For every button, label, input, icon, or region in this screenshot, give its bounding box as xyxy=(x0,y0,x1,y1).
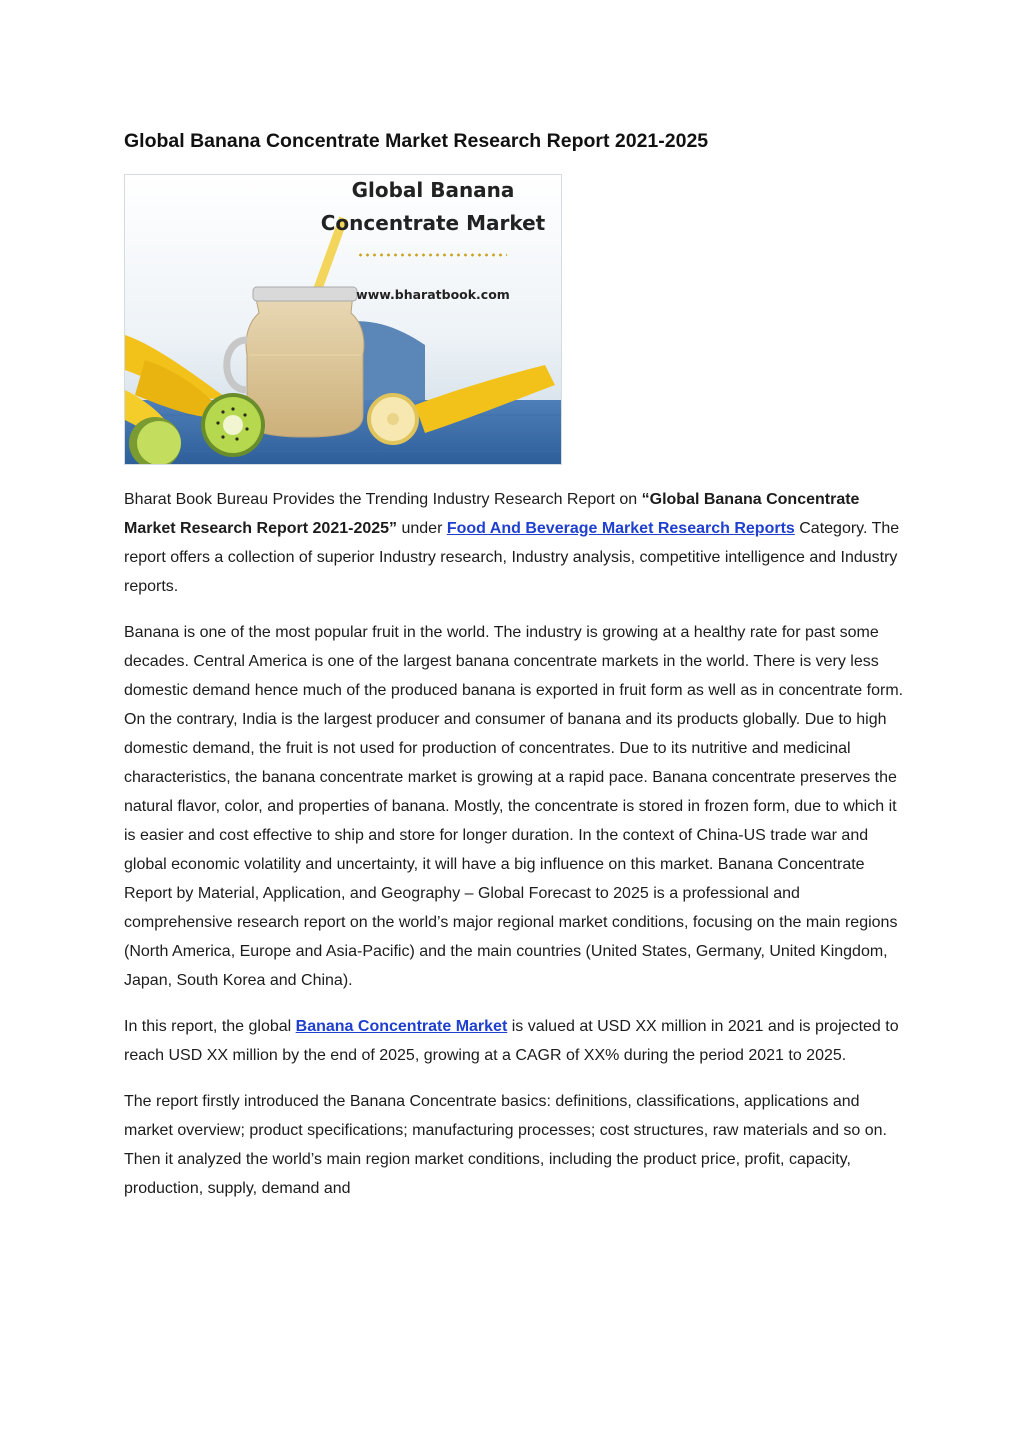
valuation-text-before: In this report, the global xyxy=(124,1018,296,1035)
intro-text: Bharat Book Bureau Provides the Trending Industry Research Report on xyxy=(124,491,642,508)
hero-image xyxy=(124,174,562,465)
intro-paragraph xyxy=(124,485,904,601)
hero-title-line2: Concentrate Market xyxy=(320,211,546,235)
hero-url: www.bharatbook.com xyxy=(356,287,510,302)
document-page xyxy=(124,124,904,1203)
page-title: Global Banana Concentrate Market Research Report 2021-2025 xyxy=(124,130,709,152)
category-link[interactable]: Food And Beverage Market Research Reports xyxy=(446,520,795,537)
valuation-paragraph xyxy=(124,1012,904,1070)
hero-title-line1: Global Banana xyxy=(351,178,515,202)
market-overview-paragraph: Banana is one of the most popular fruit in the world. The industry is growing at a healthy rate for past some decades. Central America is one of the largest banana concentrate markets in the world. There is very less domestic demand hence much of the produced banana is exported in fruit form as well as in concentrate form. On the contrary, India is the largest producer and consumer of banana and its products globally. Due to high domestic demand, the fruit is not used for production of concentrates. Due to its nutritive and medicinal characteristics, the banana concentrate market is growing at a rapid pace. Banana concentrate preserves the natural flavor, color, and properties of banana. Mostly, the concentrate is stored in frozen form, due to which it is easier and cost effective to ship and store for longer duration. In the context of China-US trade war and global economic volatility and uncertainty, it will have a big influence on this market. Banana Concentrate Report by Material, Application, and Geography – Global Forecast to 2025 is a professional and comprehensive research report on the world’s major regional market conditions, focusing on the main regions (North America, Europe and Asia-Pacific) and the main countries (United States, Germany, United Kingdom, Japan, South Korea and China). xyxy=(124,624,904,989)
intro-rest: Category. The report offers a collection of superior Industry research, Industry analysis, competitive intelligence and Industry reports. xyxy=(124,520,900,595)
hero-dotted-divider xyxy=(357,253,507,257)
market-link[interactable]: Banana Concentrate Market xyxy=(295,1018,508,1035)
report-title-bold: “Global Banana Concentrate Market Research Report 2021-2025” xyxy=(124,491,860,537)
valuation-text-after: is valued at USD XX million in 2021 and is projected to reach USD XX million by the end of 2025, growing at a CAGR of XX% during the period 2021 to 2025. xyxy=(124,1018,899,1064)
report-scope-paragraph: The report firstly introduced the Banana Concentrate basics: definitions, classifications, applications and market overview; product specifications; manufacturing processes; cost structures, raw materials and so on. Then it analyzed the world’s main region market conditions, including the product price, profit, capacity, production, supply, demand and xyxy=(124,1093,887,1197)
intro-under: under xyxy=(397,520,447,537)
